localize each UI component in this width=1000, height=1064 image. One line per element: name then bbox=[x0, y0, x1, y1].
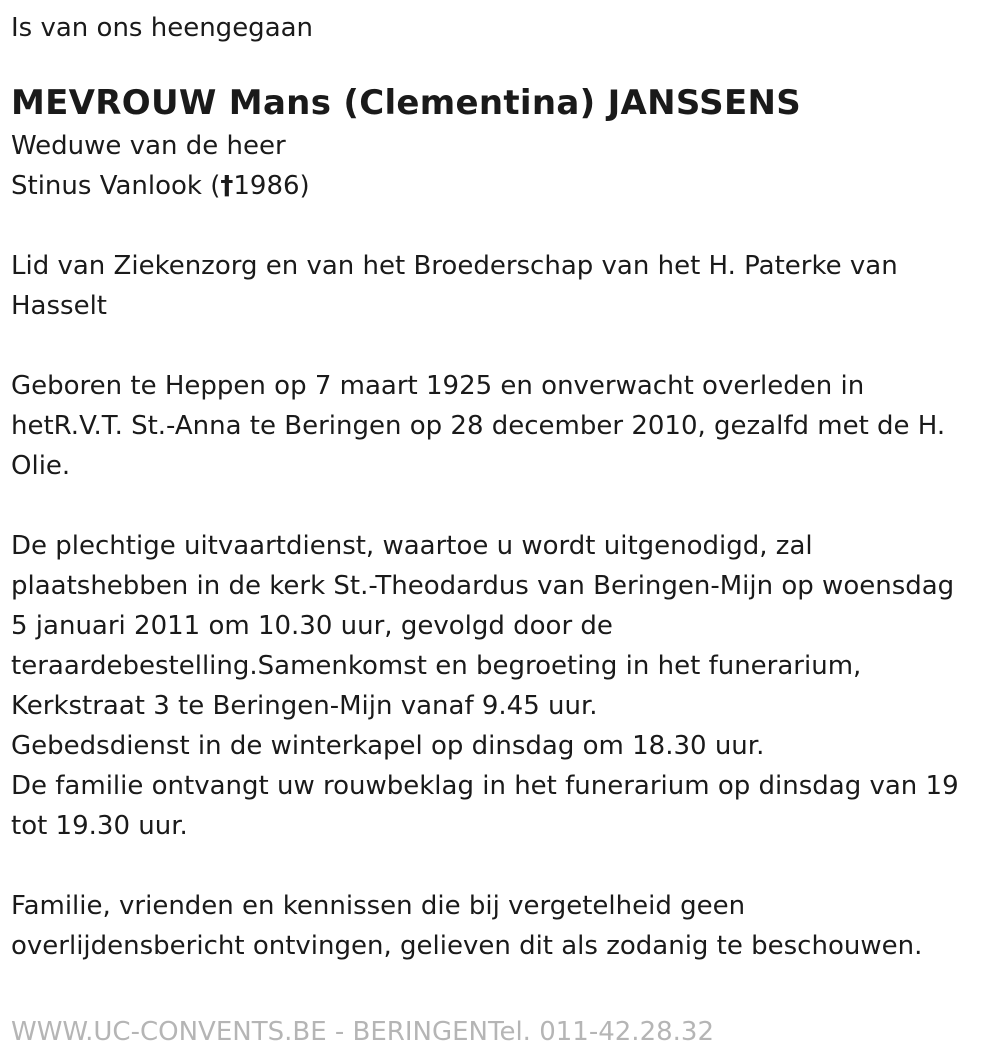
spouse-line-2 bbox=[11, 166, 989, 206]
funeral-line: tot 19.30 uur. bbox=[11, 811, 188, 841]
spouse-name: Stinus Vanlook ( bbox=[11, 171, 221, 201]
funeral-line: De familie ontvangt uw rouwbeklag in het funerarium op dinsdag van 19 bbox=[11, 771, 959, 801]
funeral-line: 5 januari 2011 om 10.30 uur, gevolgd door de bbox=[11, 611, 613, 641]
notice-line: Familie, vrienden en kennissen die bij vergetelheid geen bbox=[11, 891, 746, 921]
spacer bbox=[11, 326, 989, 366]
spouse-block bbox=[11, 126, 989, 206]
funeral-line: Kerkstraat 3 te Beringen-Mijn vanaf 9.45 uur. bbox=[11, 691, 598, 721]
spacer bbox=[11, 846, 989, 886]
footer-contact: WWW.UC-CONVENTS.BE - BERINGENTel. 011-42.28.32 bbox=[11, 1017, 715, 1047]
spacer bbox=[11, 486, 989, 526]
cross-icon: † bbox=[220, 171, 234, 201]
birth-death-line: Geboren te Heppen op 7 maart 1925 en onverwacht overleden in bbox=[11, 371, 865, 401]
funeral-line: teraardebestelling.Samenkomst en begroeting in het funerarium, bbox=[11, 651, 862, 681]
membership-line: Lid van Ziekenzorg en van het Broederschap van het H. Paterke van bbox=[11, 251, 898, 281]
membership-line: Hasselt bbox=[11, 291, 107, 321]
notice-line: overlijdensbericht ontvingen, gelieven dit als zodanig te beschouwen. bbox=[11, 931, 923, 961]
notice-block bbox=[11, 886, 989, 966]
funeral-line: De plechtige uitvaartdienst, waartoe u wordt uitgenodigd, zal bbox=[11, 531, 813, 561]
membership-block bbox=[11, 246, 989, 326]
birth-death-block bbox=[11, 366, 989, 486]
deceased-name: MEVROUW Mans (Clementina) JANSSENS bbox=[11, 83, 802, 123]
funeral-line: Gebedsdienst in de winterkapel op dinsdag om 18.30 uur. bbox=[11, 731, 765, 761]
spouse-line-1: Weduwe van de heer bbox=[11, 131, 286, 161]
spacer bbox=[11, 206, 989, 246]
funeral-line: plaatshebben in de kerk St.-Theodardus van Beringen-Mijn op woensdag bbox=[11, 571, 955, 601]
intro-line: Is van ons heengegaan bbox=[11, 13, 314, 43]
birth-death-line: hetR.V.T. St.-Anna te Beringen op 28 december 2010, gezalfd met de H. bbox=[11, 411, 946, 441]
funeral-block bbox=[11, 526, 989, 846]
birth-death-line: Olie. bbox=[11, 451, 71, 481]
spouse-death-year: 1986) bbox=[233, 171, 310, 201]
